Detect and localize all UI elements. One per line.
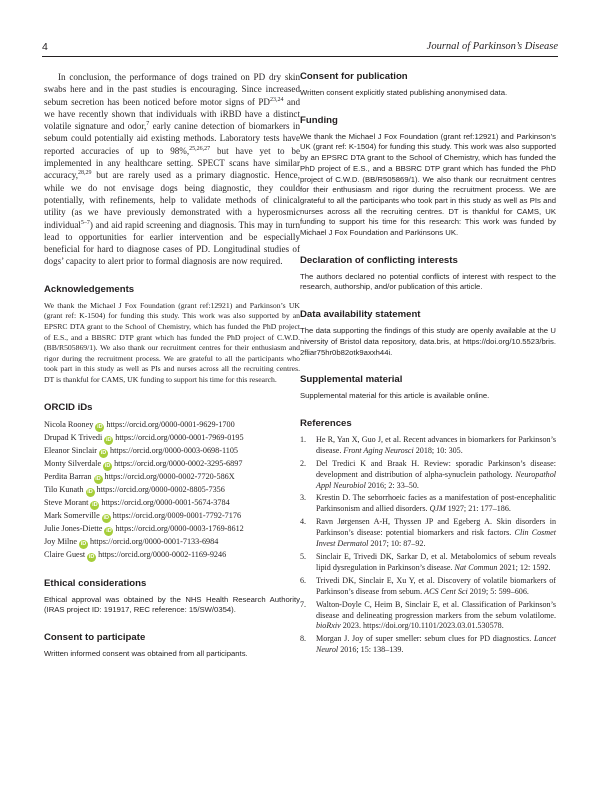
orcid-row bbox=[44, 432, 300, 445]
supplemental-text: Supplemental material for this article is available online. bbox=[300, 391, 490, 401]
reference-journal: bioRxiv bbox=[316, 621, 341, 631]
ethics-heading: Ethical considerations bbox=[44, 577, 147, 589]
ethics-section bbox=[44, 578, 300, 616]
reference-item bbox=[300, 576, 556, 598]
orcid-author-name: Joy Milne bbox=[44, 536, 77, 546]
reference-number: 8. bbox=[300, 634, 307, 644]
orcid-icon: iD bbox=[106, 527, 112, 534]
orcid-link[interactable]: https://orcid.org/0000-0001-7133-6984 bbox=[89, 536, 219, 546]
journal-title: Journal of Parkinson’s Disease bbox=[426, 41, 558, 52]
reference-journal: Lancet Neurol bbox=[316, 634, 556, 655]
orcid-list bbox=[44, 419, 300, 562]
reference-text: Trivedi DK, Sinclair E, Xu Y, et al. Discovery of volatile biomarkers of Parkinson’s disease from sebum. ACS Cent Sci 2019; 5: 599–606. bbox=[316, 575, 556, 596]
orcid-row bbox=[44, 419, 300, 432]
reference-journal: ACS Cent Sci bbox=[424, 586, 468, 596]
reference-number: 5. bbox=[300, 552, 307, 562]
data-availability-text: The data supporting the findings of this study are openly available at the University of Bristol data repository, data.bris, at https://doi.org/10.5523/bris.2fliar75hr0b82otk9axxh44i. bbox=[300, 326, 556, 357]
reference-text: He R, Yan X, Guo J, et al. Recent advances in biomarkers for Parkinson’s disease. Front Aging Neurosci 2018; 10: 305. bbox=[316, 434, 556, 455]
reference-text: Del Tredici K and Braak H. Review: sporadic Parkinson’s disease: development and distribution of alpha-synuclein pathology. Neuropathol Appl Neurobiol 2016; 2: 33–50. bbox=[316, 458, 556, 490]
orcid-row bbox=[44, 497, 300, 510]
orcid-link[interactable]: https://orcid.org/0000-0001-5674-3784 bbox=[101, 497, 230, 507]
orcid-icon: iD bbox=[87, 488, 93, 495]
orcid-section bbox=[44, 402, 300, 562]
supplemental-section bbox=[300, 374, 556, 402]
consent-participate-text: Written informed consent was obtained from all participants. bbox=[44, 648, 248, 658]
orcid-row bbox=[44, 510, 300, 523]
orcid-author-name: Tilo Kunath bbox=[44, 484, 84, 494]
data-availability-section bbox=[300, 309, 556, 358]
orcid-link[interactable]: https://orcid.org/0000-0002-7720-586X bbox=[104, 471, 235, 481]
conflict-text: The authors declared no potential conflicts of interest with respect to the research, authorship, and/or publication of this article. bbox=[300, 271, 556, 292]
funding-section bbox=[300, 115, 556, 239]
consent-participate-section bbox=[44, 632, 300, 660]
consent-publication-heading: Consent for publication bbox=[300, 71, 408, 82]
orcid-icon: iD bbox=[104, 462, 111, 469]
orcid-author-name: Monty Silverdale bbox=[44, 458, 102, 468]
data-availability-heading: Data availability statement bbox=[300, 309, 421, 321]
reference-list bbox=[300, 435, 556, 656]
orcid-icon: iD bbox=[97, 423, 103, 430]
reference-journal: Nat Commun bbox=[454, 562, 498, 572]
reference-item bbox=[300, 493, 556, 515]
orcid-link[interactable]: https://orcid.org/0000-0001-7969-0195 bbox=[115, 432, 244, 442]
orcid-author-name: Nicola Rooney bbox=[44, 419, 94, 429]
orcid-row bbox=[44, 549, 300, 562]
orcid-author-name: Perdita Barran bbox=[44, 471, 92, 481]
page-number: 4 bbox=[42, 41, 48, 53]
reference-text: Krestin D. The seborrhoeic facies as a manifestation of post-encephalitic Parkinsonism and allied disorders. QJM 1927; 21: 177–186. bbox=[316, 493, 556, 514]
funding-heading: Funding bbox=[300, 114, 338, 126]
conflict-heading: Declaration of conflicting interests bbox=[300, 254, 458, 266]
reference-number: 4. bbox=[300, 517, 307, 527]
orcid-author-name: Eleanor Sinclair bbox=[44, 445, 97, 455]
reference-number: 7. bbox=[300, 599, 307, 609]
reference-number: 1. bbox=[300, 434, 307, 444]
acknowledgements-section bbox=[44, 284, 300, 386]
reference-journal: Clin Cosmet Invest Dermatol bbox=[316, 528, 556, 549]
reference-text: Sinclair E, Trivedi DK, Sarkar D, et al. Metabolomics of sebum reveals lipid dysregulation in Parkinson’s disease. Nat Commun 2021; 12: 1592. bbox=[316, 552, 556, 572]
orcid-link[interactable]: https://orcid.org/0000-0003-0698-1105 bbox=[109, 445, 239, 455]
acknowledgements-heading: Acknowledgements bbox=[44, 283, 135, 295]
reference-item bbox=[300, 634, 556, 656]
reference-journal: Front Aging Neurosci bbox=[343, 445, 414, 455]
right-column bbox=[300, 71, 556, 658]
orcid-icon: iD bbox=[92, 501, 98, 508]
orcid-link[interactable]: https://orcid.org/0000-0003-1769-8612 bbox=[115, 523, 244, 533]
references-heading: References bbox=[300, 417, 352, 429]
orcid-author-name: Julie Jones-Diette bbox=[44, 523, 103, 533]
reference-item bbox=[300, 435, 556, 457]
consent-participate-heading: Consent to participate bbox=[44, 631, 146, 643]
supplemental-heading: Supplemental material bbox=[300, 374, 403, 386]
orcid-author-name: Mark Somerville bbox=[44, 510, 100, 520]
orcid-row bbox=[44, 484, 300, 497]
page-header bbox=[42, 42, 558, 57]
conclusion-paragraph: In conclusion, the performance of dogs trained on PD dry skin swabs here and in the past studies is encouraging. Since increased sebum secretion has been noticed before motor signs of PD$^{23,24}$ and we have recently shown that individuals with iRBD have a distinct volatile signature and odor,$^7$ early canine detection of biomarkers in sebum could potentially aid existing methods. Laboratory tests have reported accuracies of up to 98%,$^{25,26,27}$ but have yet to be implemented in any healthcare setting. SPECT scans have similar accuracy,$^{28,29}$ but are rarely used as a primary diagnostic. Hence, while we do not envisage dogs being diagnostic, they could potentially, with refinements, help to validate methods of clinical utility (as we have previously demonstrated with a hyperosmic individual$^{5-7}$) and aid rapid screening and diagnosis. This may in turn lead to opportunities for earlier intervention and be especially beneficial for hard to diagnose cases of PD. Longitudinal studies of dogs’ capacity to alert prior to formal diagnosis are now required. bbox=[44, 72, 300, 267]
left-column bbox=[44, 71, 300, 660]
reference-item bbox=[300, 552, 556, 574]
orcid-row bbox=[44, 445, 300, 458]
orcid-link[interactable]: https://orcid.org/0000-0001-9629-1700 bbox=[106, 419, 235, 429]
orcid-author-name: Drupad K Trivedi bbox=[44, 432, 103, 442]
acknowledgements-text: We thank the Michael J Fox Foundation (grant ref:12921) and Parkinson’s UK (grant ref: K-1504) for funding this study. This work was also supported by an EPSRC DTA grant to the School of Chemistry, which has funded the PhD project of E.S., and a BBSRC DTP grant which has funded the PhD project of C.W.D. (BB/R505869/1). We also thank our recruitment centres for their enthusiasm and rigor during the recruitment process. We are grateful to all the participants who took part in this study as well as PIs and nurses across all the recruiting centres. DT is thankful for CAMS, UK funding to support his time for this research. bbox=[44, 300, 300, 384]
reference-number: 6. bbox=[300, 575, 307, 585]
ethics-text: Ethical approval was obtained by the NHS Health Research Authority (IRAS project ID: 191917, REC reference: 15/SW/0354). bbox=[44, 594, 300, 615]
reference-item bbox=[300, 459, 556, 492]
consent-publication-text: Written consent explicitly stated publishing anonymised data. bbox=[300, 88, 508, 97]
orcid-icon: iD bbox=[88, 553, 95, 560]
orcid-icon: iD bbox=[100, 449, 107, 456]
reference-item bbox=[300, 517, 556, 550]
reference-journal: QJM bbox=[429, 504, 446, 514]
orcid-row bbox=[44, 536, 300, 549]
orcid-author-name: Steve Morant bbox=[44, 497, 89, 507]
orcid-row bbox=[44, 471, 300, 484]
orcid-link[interactable]: https://orcid.org/0000-0002-3295-6897 bbox=[114, 458, 243, 468]
funding-text: We thank the Michael J Fox Foundation (grant ref:12921) and Parkinson’s UK (grant ref: K-1504) for funding this study. This work was also supported by an EPSRC DTA grant to the School of Chemistry, which has funded the PhD project of E.S., and a BBSRC DTP grant which has funded the PhD project of C.W.D. (BB/R505869/1). We also thank our recruitment centres for their enthusiasm and rigor during the recruitment process. We are grateful to all the participants who took part in this study as well as PIs and nurses across all the recruiting centres. DT is thankful for CAMS, UK funding to support his time for this research: This work was funded by Michael J Fox Foundation and Parkinsons UK. bbox=[300, 131, 556, 238]
orcid-icon: iD bbox=[80, 540, 87, 547]
reference-number: 3. bbox=[300, 493, 307, 503]
orcid-row bbox=[44, 458, 300, 471]
conflict-section bbox=[300, 255, 556, 293]
reference-text: Ravn Jørgensen A-H, Thyssen JP and Egeberg A. Skin disorders in Parkinson’s disease: potential biomarkers and risk factors. Clin Cosmet Invest Dermatol 2017; 10: 87–92. bbox=[316, 517, 556, 549]
reference-text: Walton-Doyle C, Heim B, Sinclair E, et al. Classification of Parkinson’s disease and delineating progression markers from the sebum volatilome. bioRxiv 2023. https://doi.org/10.1101/2023.03.01.530578. bbox=[316, 599, 556, 631]
references-section bbox=[300, 418, 556, 656]
reference-journal: Neuropathol Appl Neurobiol bbox=[316, 469, 556, 490]
orcid-link[interactable]: https://orcid.org/0000-0002-1169-9246 bbox=[98, 549, 227, 559]
orcid-author-name: Claire Guest bbox=[44, 549, 86, 559]
orcid-icon: iD bbox=[95, 475, 101, 482]
orcid-link[interactable]: https://orcid.org/0009-0001-7792-7176 bbox=[112, 510, 242, 520]
orcid-link[interactable]: https://orcid.org/0000-0002-8805-7356 bbox=[96, 484, 225, 494]
consent-publication-section bbox=[300, 71, 556, 99]
reference-number: 2. bbox=[300, 458, 307, 468]
orcid-icon: iD bbox=[105, 436, 112, 443]
orcid-heading: ORCID iDs bbox=[44, 401, 93, 413]
reference-item bbox=[300, 600, 556, 633]
reference-text: Morgan J. Joy of super smeller: sebum clues for PD diagnostics. Lancet Neurol 2016; 15: 138–139. bbox=[316, 634, 556, 655]
orcid-row bbox=[44, 523, 300, 536]
orcid-icon: iD bbox=[103, 514, 109, 521]
